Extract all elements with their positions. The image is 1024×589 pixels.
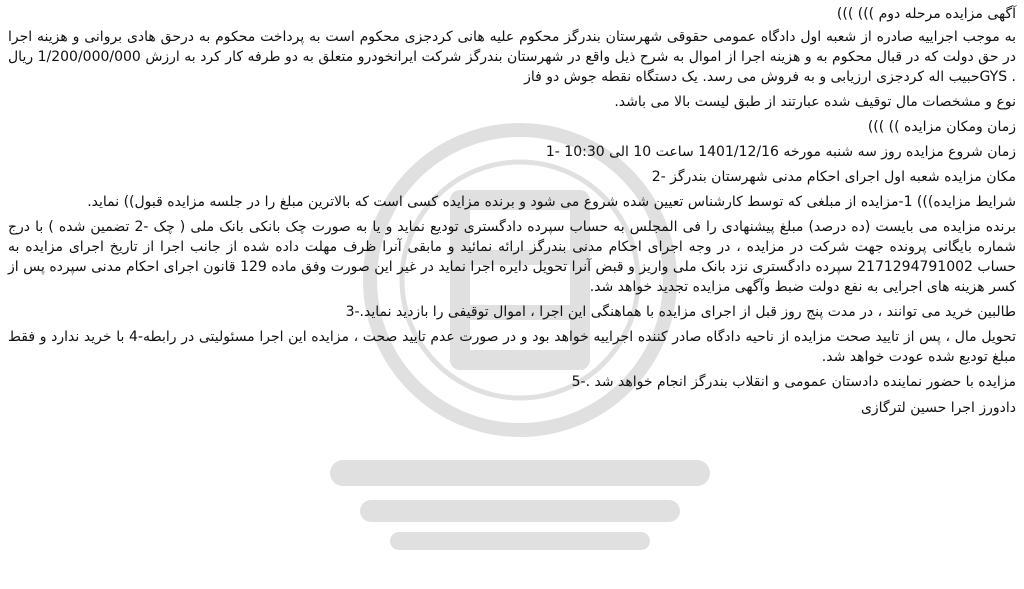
conditions-paragraph: شرایط مزایده))) 1-مزایده از مبلغی که توسط کارشناس تعیین شده شروع می شود و برنده مزایده کسی است که بالاترین مبلغ را در جلسه مزایده قبول)) نماید.: [87, 194, 1016, 210]
deposit-paragraph: برنده مزایده می بایست (ده درصد) مبلغ پیشنهادی را فی المجلس به حساب سپرده دادگستری تودیع نماید و یا به صورت چک بانکی بانک ملی ( چک -2 تضمین شده ) با درج شماره بایگانی پرونده جهت شرکت در مزایده ، در وجه اجرای احکام مدنی بندرگز ارائه نمائید و مابقی آنرا ظرف مهلت داده شده از جانب اجرا از تاریخ اجرای مزایده به حساب 2171294791002 سپرده دادگستری نزد بانک ملی واریز و قبض آنرا تحویل دایره اجرا نماید در غیر این صورت وفق ماده 129 قانون اجرای احکام مدنی سپرده پس از کسر هزینه های اجرایی به نفع دولت ضبط وآگهی مزایده تجدید خواهد شد.: [8, 219, 1016, 295]
start-time-line: زمان شروع مزایده روز سه شنبه مورخه 1401/12/16 ساعت 10 الی 10:30 -1: [545, 144, 1016, 160]
attendance-line: مزایده با حضور نماینده دادستان عمومی و انقلاب بندرگز انجام خواهد شد .-5: [571, 374, 1016, 390]
notice-intro-paragraph: به موجب اجراییه صادره از شعبه اول دادگاه عمومی حقوقی شهرستان بندرگز محکوم علیه هانی کردجزی محکوم است به پرداخت محکوم به درحق هادی بروانی و هزینه اجرا در حق دولت که در قبال محکوم به و هزینه اجرا از اموال به شرح ذیل واقع در شهرستان بندرگز شرکت ایرانخودرو متعلق به دو طرفه کار کرد به ارزش 1/200/000/000 ریال . GYSحبیب اله کردجزی ارزیابی و به فروش می رسد. یک دستگاه نقطه جوش دو فاز: [8, 29, 1016, 85]
place-line: مکان مزایده شعبه اول اجرای احکام مدنی شهرستان بندرگز -2: [651, 169, 1016, 185]
delivery-paragraph: تحویل مال ، پس از تایید صحت مزایده از ناحیه دادگاه صادر کننده اجراییه خواهد بود و در صورت عدم تایید صحت ، مزایده این اجرا مسئولیتی در رابطه-4 با خرید ندارد و فقط مبلغ تودیع شده عودت خواهد شد.: [8, 329, 1016, 365]
property-type-line: نوع و مشخصات مال توقیف شده عبارتند از طبق لیست بالا می باشد.: [614, 94, 1016, 110]
signature-line: دادورز اجرا حسین لترگازی: [860, 400, 1016, 416]
visit-line: طالبین خرید می توانند ، در مدت پنج روز قبل از اجرای مزایده با هماهنگی این اجرا ، اموال توقیفی را بازدید نماید.-3: [345, 304, 1016, 320]
time-place-heading: زمان ومکان مزایده )) ))): [867, 119, 1016, 135]
notice-heading: آگهی مزایده مرحله دوم ))) ))): [836, 6, 1016, 22]
